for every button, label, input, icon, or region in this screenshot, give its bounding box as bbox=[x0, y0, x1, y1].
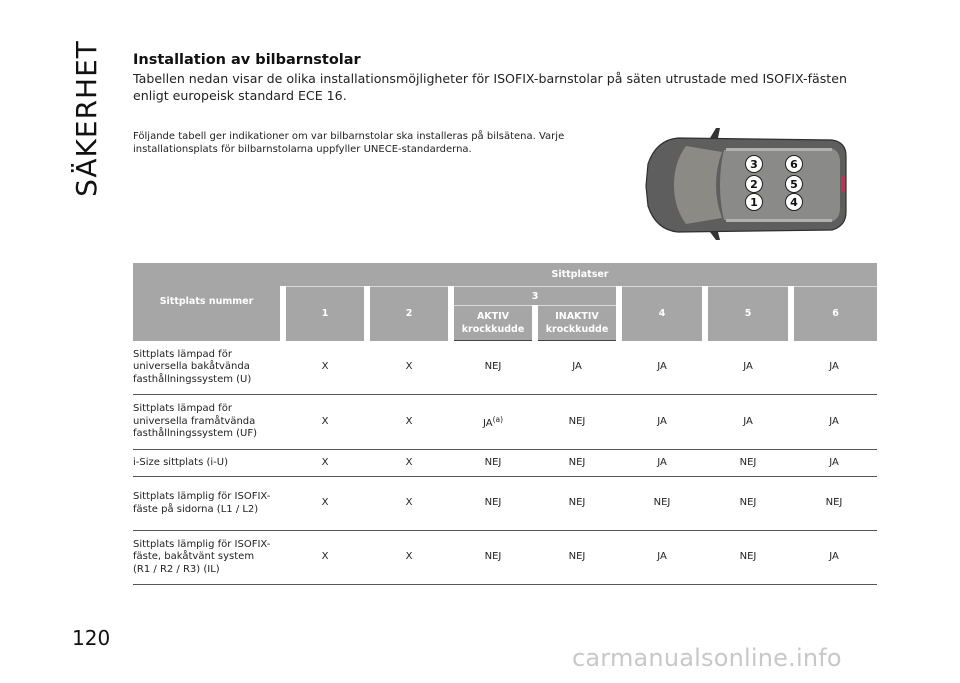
cell: NEJ bbox=[451, 341, 535, 395]
cell: X bbox=[367, 341, 451, 395]
cell: JA bbox=[791, 341, 877, 395]
section-title: SÄKERHET bbox=[69, 39, 103, 197]
svg-text:4: 4 bbox=[790, 196, 798, 209]
seat-3-marker bbox=[746, 156, 763, 173]
cell: NEJ bbox=[451, 450, 535, 477]
table-row bbox=[133, 477, 877, 531]
row-label: Sittplats lämpad för universella framåtvända fasthållningssystem (UF) bbox=[133, 395, 283, 450]
cell: NEJ bbox=[619, 477, 705, 531]
cell: NEJ bbox=[705, 477, 791, 531]
seat3-active-airbag: AKTIV krockkudde bbox=[451, 306, 535, 341]
car-roof-rail bbox=[726, 148, 832, 151]
cell: NEJ bbox=[535, 477, 619, 531]
seat-2-marker bbox=[746, 176, 763, 193]
cell bbox=[451, 395, 535, 450]
cell: JA bbox=[619, 450, 705, 477]
group-header: Sittplatser bbox=[283, 263, 877, 287]
cell-value: JA bbox=[482, 417, 493, 429]
cell: X bbox=[283, 341, 367, 395]
watermark: carmanualsonline.info bbox=[572, 644, 842, 672]
cell: NEJ bbox=[535, 531, 619, 585]
svg-text:3: 3 bbox=[750, 158, 758, 171]
cell: NEJ bbox=[705, 531, 791, 585]
cell: X bbox=[283, 477, 367, 531]
cell: NEJ bbox=[535, 450, 619, 477]
cell: NEJ bbox=[705, 450, 791, 477]
cell: X bbox=[367, 477, 451, 531]
seat3-inactive-airbag: INAKTIV krockkudde bbox=[535, 306, 619, 341]
table-row bbox=[133, 341, 877, 395]
row-header: Sittplats nummer bbox=[133, 263, 283, 341]
seat-5-marker bbox=[786, 176, 803, 193]
svg-text:2: 2 bbox=[750, 178, 758, 191]
cell: JA bbox=[619, 531, 705, 585]
cell: X bbox=[367, 395, 451, 450]
cell: JA bbox=[705, 341, 791, 395]
seat-6-marker bbox=[786, 156, 803, 173]
car-mirror bbox=[710, 128, 720, 138]
cell: NEJ bbox=[535, 395, 619, 450]
cell: JA bbox=[791, 531, 877, 585]
seat-number-1: 1 bbox=[283, 287, 367, 341]
seat-number-2: 2 bbox=[367, 287, 451, 341]
cell: JA bbox=[535, 341, 619, 395]
row-label: Sittplats lämplig för ISOFIX-fäste, bakåtvänt system (R1 / R2 / R3) (IL) bbox=[133, 531, 283, 585]
table-row bbox=[133, 531, 877, 585]
svg-text:6: 6 bbox=[790, 158, 798, 171]
cell: JA bbox=[619, 395, 705, 450]
footnote-marker: (a) bbox=[492, 414, 504, 424]
car-roof-rail bbox=[726, 219, 832, 222]
cell: JA bbox=[619, 341, 705, 395]
table-row bbox=[133, 450, 877, 477]
cell: NEJ bbox=[451, 531, 535, 585]
cell: X bbox=[367, 531, 451, 585]
row-label: Sittplats lämpad för universella bakåtvända fasthållningssystem (U) bbox=[133, 341, 283, 395]
car-taillight bbox=[842, 176, 845, 192]
seat-number-6: 6 bbox=[791, 287, 877, 341]
car-roof bbox=[720, 148, 840, 222]
cell: JA bbox=[705, 395, 791, 450]
cell: JA bbox=[791, 395, 877, 450]
cell: JA bbox=[791, 450, 877, 477]
cell: X bbox=[367, 450, 451, 477]
svg-text:1: 1 bbox=[750, 196, 758, 209]
seat-number-5: 5 bbox=[705, 287, 791, 341]
table-description: Följande tabell ger indikationer om var bilbarnstolar ska installeras på bilsätena. Varje installationsplats för bilbarnstolarna uppfyller UNECE-standarderna. bbox=[133, 131, 565, 155]
isofix-table bbox=[133, 263, 877, 585]
intro-paragraph: Tabellen nedan visar de olika installationsmöjligheter för ISOFIX-barnstolar på säten utrustade med ISOFIX-fästen enligt europeisk standard ECE 16. bbox=[133, 71, 847, 103]
car-seat-diagram bbox=[636, 126, 854, 242]
page-number: 120 bbox=[72, 626, 111, 650]
cell: X bbox=[283, 395, 367, 450]
seat-1-marker bbox=[746, 194, 763, 211]
cell: X bbox=[283, 450, 367, 477]
svg-text:5: 5 bbox=[790, 178, 798, 191]
table-row bbox=[133, 395, 877, 450]
cell: NEJ bbox=[451, 477, 535, 531]
cell: NEJ bbox=[791, 477, 877, 531]
cell: X bbox=[283, 531, 367, 585]
car-windshield bbox=[674, 146, 722, 224]
row-label: i-Size sittplats (i-U) bbox=[133, 450, 283, 477]
row-label: Sittplats lämplig för ISOFIX-fäste på sidorna (L1 / L2) bbox=[133, 477, 283, 531]
seat-number-3: 3 bbox=[451, 287, 619, 306]
seat-number-4: 4 bbox=[619, 287, 705, 341]
seat-4-marker bbox=[786, 194, 803, 211]
car-mirror bbox=[710, 232, 720, 240]
page-heading: Installation av bilbarnstolar bbox=[133, 52, 361, 68]
